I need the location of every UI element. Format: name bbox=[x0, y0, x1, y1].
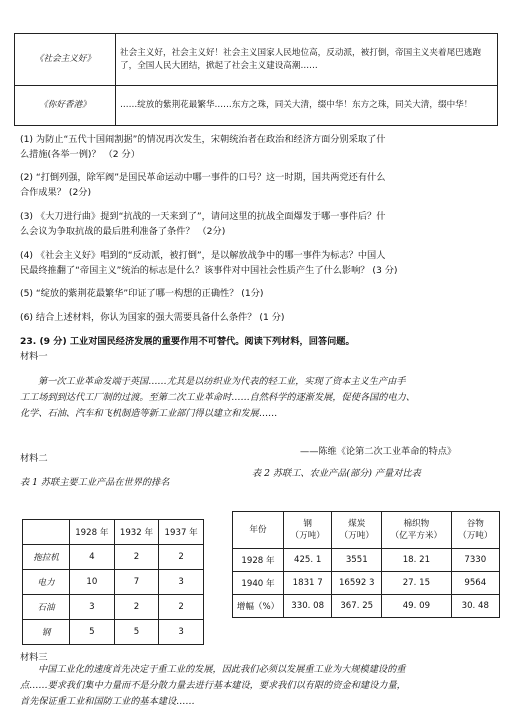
table-cell: 3 bbox=[159, 620, 204, 645]
question-4-line2: 民最终推翻了“帝国主义”统治的标志是什么？该事件对中国社会性质产生了什么影响？ (3 分) bbox=[20, 265, 398, 276]
table-header-cell: 1928 年 bbox=[70, 520, 115, 545]
table-cell: 9564 bbox=[451, 572, 499, 595]
table-cell: 1831 7 bbox=[284, 572, 332, 595]
table-header-cell: 年份 bbox=[233, 512, 284, 549]
material1-source: ——陈维《论第二次工业革命的特点》 bbox=[300, 446, 457, 457]
material3-line3: 首先保证重工业和国防工业的基本建设…… bbox=[20, 696, 195, 707]
table-row bbox=[23, 620, 204, 645]
question-6: (6) 结合上述材料，你认为国家的强大需要具备什么条件？ (1 分) bbox=[20, 312, 285, 323]
table-row bbox=[233, 572, 500, 595]
question-2-line2: 合作成果？ (2分) bbox=[20, 187, 92, 198]
song-row bbox=[15, 34, 498, 86]
table-cell: 7 bbox=[114, 570, 159, 595]
table-cell: 16592 3 bbox=[332, 572, 382, 595]
table-cell: 425. 1 bbox=[284, 549, 332, 572]
table-header-cell: 谷物 （万吨） bbox=[451, 512, 499, 549]
song-lyrics: ……绽放的紫荆花最繁华……东方之珠，同关大清，缀中华！东方之珠，同关大清，缀中华！ bbox=[116, 86, 498, 126]
table1-caption: 表 1 苏联主要工业产品在世界的排名 bbox=[20, 477, 170, 488]
table-header-cell: 煤炭 （万吨） bbox=[332, 512, 382, 549]
table-cell: 2 bbox=[114, 545, 159, 570]
table-header-cell bbox=[23, 520, 70, 545]
material1-line2: 工工场到到达代工厂制的过渡。至第二次工业革命时……自然科学的逐渐发展，促使各国的电力、 bbox=[20, 392, 416, 403]
table-cell: 367. 25 bbox=[332, 595, 382, 618]
material3-line2: 点……要求我们集中力量而不是分散力量去进行基本建设，要求我们以有限的资金和建设力量， bbox=[20, 680, 406, 691]
table-cell: 3 bbox=[159, 570, 204, 595]
production-table bbox=[232, 511, 500, 618]
table-row bbox=[233, 595, 500, 618]
table2-caption: 表 2 苏联工、农业产品(部分) 产量对比表 bbox=[252, 468, 421, 479]
table-cell: 石油 bbox=[23, 595, 70, 620]
table-cell: 1928 年 bbox=[233, 549, 284, 572]
table-header-row bbox=[23, 520, 204, 545]
material2-label: 材料二 bbox=[20, 453, 48, 464]
table-cell: 49. 09 bbox=[382, 595, 451, 618]
q23-title: 23. (9 分) 工业对国民经济发展的重要作用不可替代。阅读下列材料，回答问题。 bbox=[20, 336, 355, 347]
question-2-line1: (2) “打倒列强，除军阀”是国民革命运动中哪一事件的口号？这一时期，国共两党还有什么 bbox=[20, 172, 386, 183]
table-row bbox=[23, 545, 204, 570]
table-cell: 2 bbox=[159, 595, 204, 620]
table-header-cell: 1932 年 bbox=[114, 520, 159, 545]
table-cell: 2 bbox=[114, 595, 159, 620]
table-header-cell: 1937 年 bbox=[159, 520, 204, 545]
table-row bbox=[23, 570, 204, 595]
table-cell: 3551 bbox=[332, 549, 382, 572]
table-cell: 27. 15 bbox=[382, 572, 451, 595]
table-header-cell: 钢 （万吨） bbox=[284, 512, 332, 549]
table-cell: 增幅（%） bbox=[233, 595, 284, 618]
rank-table bbox=[22, 519, 204, 645]
table-cell: 330. 08 bbox=[284, 595, 332, 618]
question-3-line2: 么会议为争取抗战的最后胜利准备了条件？ （2分) bbox=[20, 226, 226, 237]
table-cell: 拖拉机 bbox=[23, 545, 70, 570]
table-cell: 1940 年 bbox=[233, 572, 284, 595]
table-cell: 5 bbox=[114, 620, 159, 645]
table-cell: 电力 bbox=[23, 570, 70, 595]
table-cell: 18. 21 bbox=[382, 549, 451, 572]
table-cell: 5 bbox=[70, 620, 115, 645]
question-5: (5) “绽放的紫荆花最繁华”印证了哪一构想的正确性？ (1分) bbox=[20, 288, 264, 299]
table-cell: 10 bbox=[70, 570, 115, 595]
material1-line1: 第一次工业革命发端于英国……尤其是以纺织业为代表的轻工业，实现了资本主义生产由手 bbox=[38, 376, 406, 387]
song-name: 《你好香港》 bbox=[15, 86, 116, 126]
question-4-line1: (4) 《社会主义好》唱到的“反动派，被打倒”，是以解放战争中的哪一事件为标志？中国人 bbox=[20, 250, 386, 261]
question-1-line1: (1) 为防止“五代十国闹割据”的情况再次发生，宋朝统治者在政治和经济方面分别采取了什 bbox=[20, 134, 386, 145]
song-lyrics: 社会主义好，社会主义好！社会主义国家人民地位高，反动派，被打倒，帝国主义夹着尾巴逃跑了，全国人民大团结，掀起了社会主义建设高潮…… bbox=[116, 34, 498, 86]
table-cell: 7330 bbox=[451, 549, 499, 572]
material1-label: 材料一 bbox=[20, 351, 48, 362]
question-1-line2: 么措施(各举一例)？ （2 分） bbox=[20, 149, 140, 160]
material1-line3: 化学、石油、汽车和飞机制造等新工业部门得以建立和发展…… bbox=[20, 408, 278, 419]
table-header-cell: 棉织物 （亿平方米） bbox=[382, 512, 451, 549]
song-table bbox=[14, 33, 498, 126]
table-row bbox=[23, 595, 204, 620]
question-3-line1: (3) 《大刀进行曲》提到“抗战的一天来到了”，请问这里的抗战全面爆发于哪一事件后？什 bbox=[20, 211, 386, 222]
song-name: 《社会主义好》 bbox=[15, 34, 116, 86]
table-header-row bbox=[233, 512, 500, 549]
material3-label: 材料三 bbox=[20, 652, 48, 663]
table-cell: 2 bbox=[159, 545, 204, 570]
table-cell: 30. 48 bbox=[451, 595, 499, 618]
material3-line1: 中国工业化的速度首先决定于重工业的发展，因此我们必须以发展重工业为大规模建设的重 bbox=[38, 664, 406, 675]
table-cell: 4 bbox=[70, 545, 115, 570]
table-cell: 钢 bbox=[23, 620, 70, 645]
table-row bbox=[233, 549, 500, 572]
table-cell: 3 bbox=[70, 595, 115, 620]
song-row bbox=[15, 86, 498, 126]
